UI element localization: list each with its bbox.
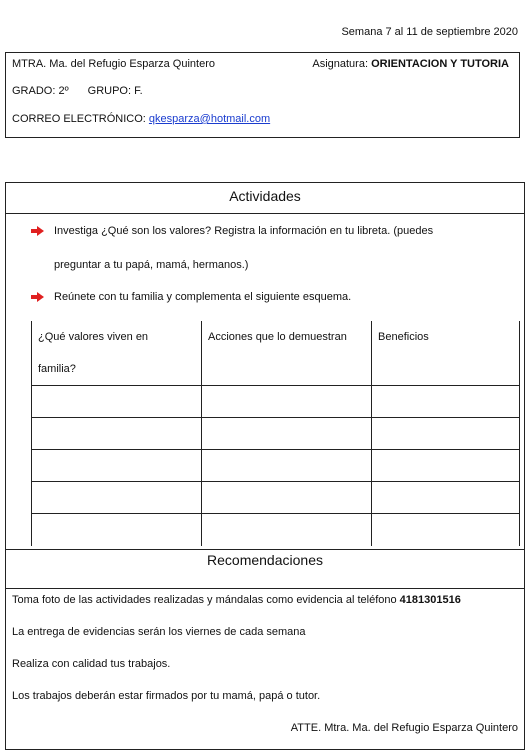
table-row: [32, 386, 520, 418]
bullet-1-continuation: preguntar a tu papá, mamá, hermanos.): [54, 259, 249, 271]
divider: [6, 213, 524, 214]
divider: [6, 588, 524, 589]
bullet-1-text: Investiga ¿Qué son los valores? Registra la información en tu libreta. (puedes: [54, 225, 434, 237]
table-cell: [32, 450, 202, 482]
group: GRUPO: F.: [87, 85, 143, 97]
recommendation-1: [12, 594, 461, 606]
bullet-item-1: [31, 225, 433, 237]
table-header-row: [32, 321, 520, 386]
table-cell: [372, 386, 520, 418]
week-date: Semana 7 al 11 de septiembre 2020: [341, 26, 518, 38]
header-values-line1: ¿Qué valores viven en: [38, 331, 149, 343]
phone-number: 4181301516: [399, 594, 461, 606]
bullet-item-2: [31, 291, 351, 303]
header-actions: Acciones que lo demuestran: [202, 321, 372, 386]
table-cell: [372, 418, 520, 450]
recommendation-2: La entrega de evidencias serán los viernes de cada semana: [12, 626, 306, 638]
recommendation-4: Los trabajos deberán estar firmados por tu mamá, papá o tutor.: [12, 690, 321, 702]
table-cell: [372, 450, 520, 482]
recommendations-title: Recomendaciones: [207, 552, 323, 568]
subject-value: ORIENTACION Y TUTORIA: [371, 58, 509, 70]
header-values-line2: familia?: [38, 363, 76, 375]
table-cell: [202, 482, 372, 514]
header-benefits: Beneficios: [372, 321, 520, 386]
teacher-name: MTRA. Ma. del Refugio Esparza Quintero: [12, 58, 215, 70]
teacher-info-box: [5, 52, 520, 138]
grade-group: [12, 85, 143, 97]
arrow-right-icon: [31, 292, 44, 302]
recommendation-3: Realiza con calidad tus trabajos.: [12, 658, 171, 670]
table-cell: [32, 514, 202, 546]
values-table: [31, 321, 520, 546]
activities-box: [5, 182, 525, 750]
email-link[interactable]: qkesparza@hotmail.com: [148, 113, 271, 125]
table-cell: [202, 418, 372, 450]
table-row: [32, 450, 520, 482]
table-cell: [372, 482, 520, 514]
table-row: [32, 482, 520, 514]
table-row: [32, 418, 520, 450]
signature: ATTE. Mtra. Ma. del Refugio Esparza Quintero: [290, 722, 518, 734]
activities-title: Actividades: [229, 188, 301, 204]
email-label: CORREO ELECTRÓNICO:: [12, 113, 146, 125]
subject: [312, 58, 509, 70]
table-row: [32, 514, 520, 546]
table-cell: [372, 514, 520, 546]
table-cell: [202, 514, 372, 546]
table-cell: [32, 482, 202, 514]
table-cell: [32, 386, 202, 418]
divider: [6, 549, 524, 550]
table-cell: [202, 386, 372, 418]
table-cell: [32, 418, 202, 450]
grade: GRADO: 2º: [12, 85, 69, 97]
subject-label: Asignatura:: [312, 58, 369, 70]
header-values: [32, 321, 202, 386]
table-cell: [202, 450, 372, 482]
recommendation-1-text: Toma foto de las actividades realizadas y mándalas como evidencia al teléfono: [12, 594, 400, 606]
bullet-2-text: Reúnete con tu familia y complementa el siguiente esquema.: [54, 291, 352, 303]
arrow-right-icon: [31, 226, 44, 236]
email-row: [12, 113, 270, 125]
